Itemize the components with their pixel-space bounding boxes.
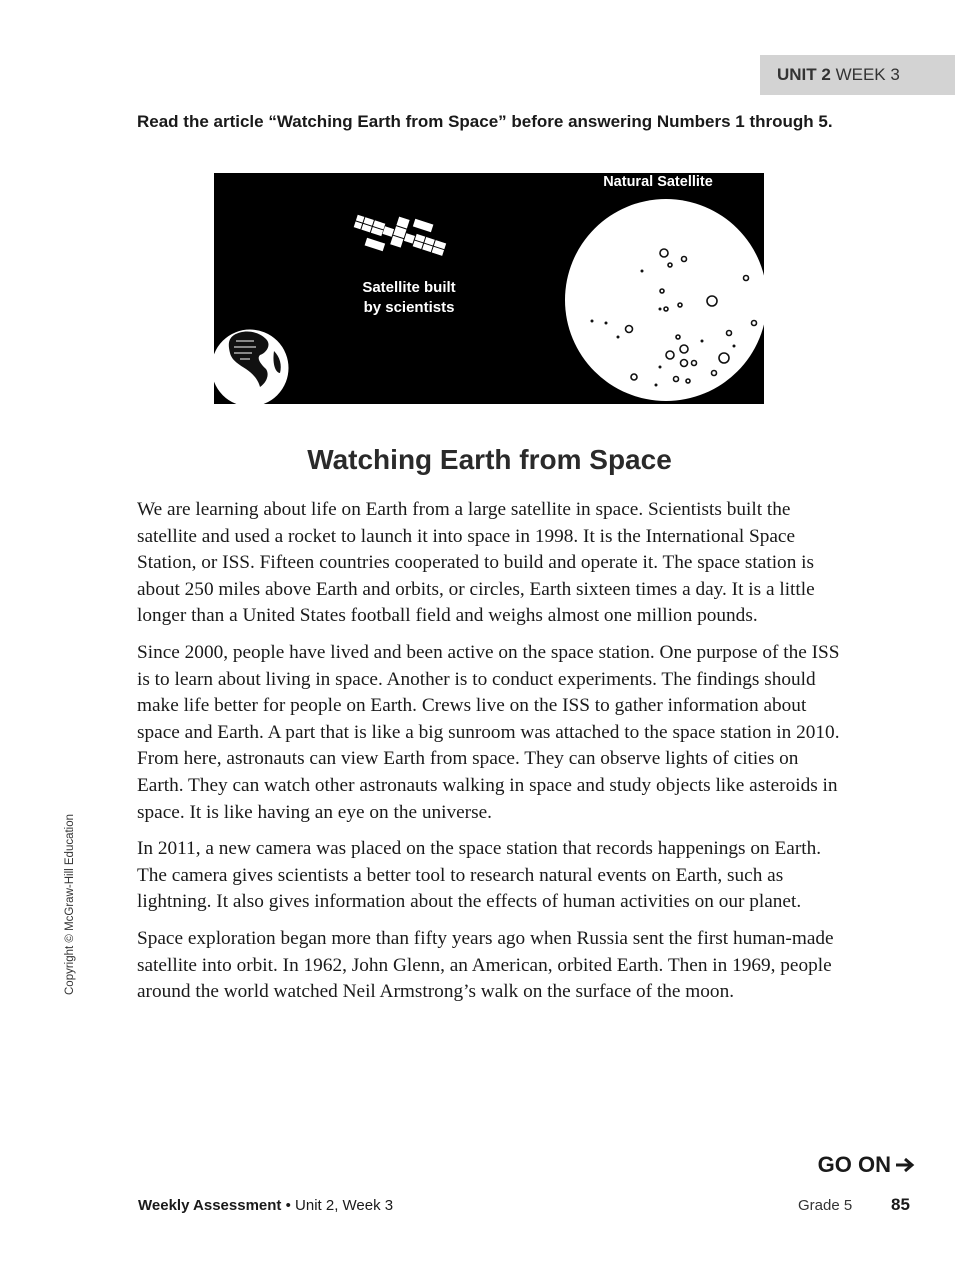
footer-unit-week: Unit 2, Week 3 bbox=[295, 1197, 394, 1214]
footer-separator: • bbox=[281, 1197, 296, 1214]
week-label: WEEK 3 bbox=[835, 65, 900, 84]
go-on-label: GO ON bbox=[817, 1152, 891, 1177]
go-on-indicator bbox=[818, 1152, 915, 1178]
article-paragraph: In 2011, a new camera was placed on the space station that records happenings on Earth. The camera gives scientists a better tool to research natural events on Earth, such as lightning. It also gives information about the effects of human activities on our planet. bbox=[137, 838, 822, 913]
unit-label: UNIT 2 bbox=[777, 65, 831, 84]
article-title: Watching Earth from Space bbox=[307, 444, 672, 475]
arrow-right-icon bbox=[895, 1157, 915, 1173]
article-paragraph: Since 2000, people have lived and been active on the space station. One purpose of the ISS is to learn about living in space. Another is to conduct experiments. The findings should make life better for people on Earth. Crews live on the ISS to gather information about space and Earth. A part that is like a big sunroom was attached to the space station in 2010. From here, astronauts can view Earth from space. They can observe lights of cities on Earth. They can watch other astronauts walking in space and study objects like asteroids in space. It is like having an eye on the universe. bbox=[137, 641, 840, 823]
unit-week-tab bbox=[760, 55, 955, 95]
footer-grade: Grade 5 bbox=[798, 1197, 853, 1214]
instructions: Read the article “Watching Earth from Space” before answering Numbers 1 through 5. bbox=[137, 112, 833, 131]
footer-assessment-title: Weekly Assessment bbox=[138, 1197, 282, 1214]
footer-assessment bbox=[138, 1197, 393, 1214]
article-body bbox=[137, 497, 849, 1016]
article-paragraph: Space exploration began more than fifty years ago when Russia sent the first human-made satellite into orbit. In 1962, John Glenn, an American, orbited Earth. Then in 1969, people around the world watched Neil Armstrong’s walk on the surface of the moon. bbox=[137, 927, 834, 1003]
page-number: 85 bbox=[891, 1195, 910, 1214]
earth-icon bbox=[214, 329, 289, 404]
moon-label: Natural Satellite bbox=[603, 174, 713, 190]
satellite-label-line2: by scientists bbox=[363, 299, 455, 316]
satellite-label-line1: Satellite built bbox=[362, 279, 456, 296]
copyright-notice: Copyright © McGraw-Hill Education bbox=[64, 813, 76, 995]
article-paragraph: We are learning about life on Earth from a large satellite in space. Scientists built the satellite and used a rocket to launch it into space in 1998. It is the International Space Station, or ISS. Fifteen countries cooperated to build and operate it. The space station is about 250 miles above Earth and orbits, or circles, Earth sixteen times a day. It is a little longer than a United States football field and weighs almost one million pounds. bbox=[137, 499, 815, 627]
space-illustration bbox=[214, 173, 764, 404]
moon-icon bbox=[565, 199, 764, 401]
